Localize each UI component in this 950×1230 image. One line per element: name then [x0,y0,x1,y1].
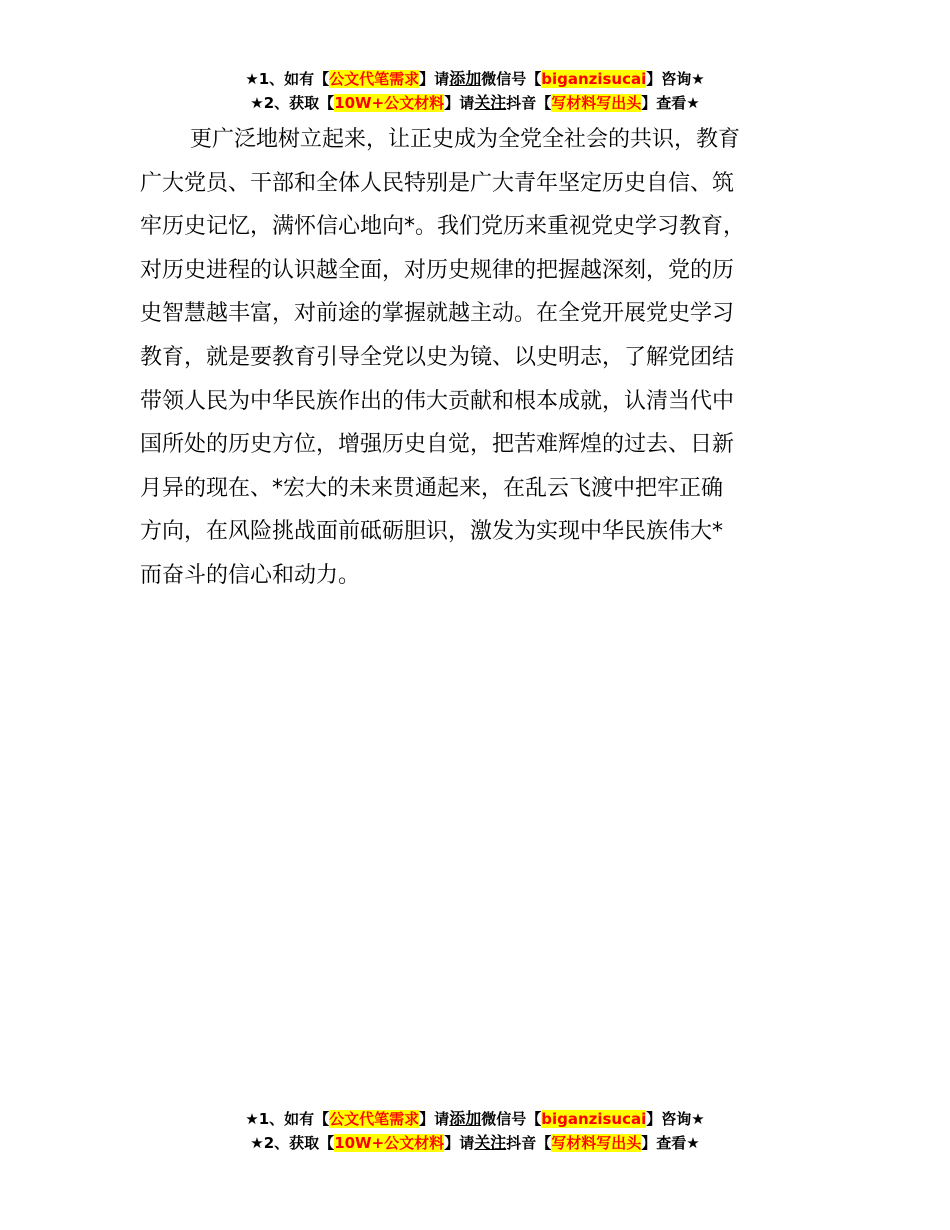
body-line: 牢历史记忆，满怀信心地向*。我们党历来重视党史学习教育， [140,214,746,240]
header-line1-prefix: ★1、如有【 [245,70,330,88]
footer-line2-highlight-materials: 10W+公文材料 [334,1134,445,1152]
footer-line1-mid2: 微信号【 [481,1110,542,1128]
footer-line2-mid2: 抖音【 [506,1134,552,1152]
header-line2-underline: 关注 [474,93,507,112]
header-banner [0,67,950,115]
body-line: 史智慧越丰富，对前途的掌握就越主动。在全党开展党史学习 [140,301,735,327]
header-line1-underline: 添加 [449,69,482,88]
header-line1-suffix: 】咨询★ [646,70,705,88]
header-line2-suffix: 】查看★ [641,94,700,112]
header-line2-mid1: 】请 [444,94,475,112]
body-line: 方向，在风险挑战面前砥砺胆识，激发为实现中华民族伟大* [140,519,724,545]
body-line: 带领人民为中华民族作出的伟大贡献和根本成就，认清当代中 [140,388,735,414]
footer-banner [0,1107,950,1155]
header-line2-highlight-materials: 10W+公文材料 [334,94,445,112]
footer-line1-underline: 添加 [449,1109,482,1128]
footer-line1-highlight-service: 公文代笔需求 [329,1110,420,1128]
footer-line1-suffix: 】咨询★ [646,1110,705,1128]
header-line1-mid2: 微信号【 [481,70,542,88]
body-line: 教育，就是要教育引导全党以史为镜、以史明志，了解党团结 [140,344,735,370]
header-line2-mid2: 抖音【 [506,94,552,112]
footer-line1-prefix: ★1、如有【 [245,1110,330,1128]
document-body [140,118,840,598]
footer-line2-underline: 关注 [474,1133,507,1152]
footer-line2-highlight-douyin: 写材料写出头 [551,1134,642,1152]
header-line1-mid1: 】请 [419,70,450,88]
header-line1-highlight-service: 公文代笔需求 [329,70,420,88]
footer-line2-suffix: 】查看★ [641,1134,700,1152]
body-line: 对历史进程的认识越全面，对历史规律的把握越深刻，党的历 [140,257,735,283]
footer-line2-prefix: ★2、获取【 [250,1134,335,1152]
footer-line1-mid1: 】请 [419,1110,450,1128]
footer-line1-highlight-wechat: biganzisucai [541,1110,647,1128]
footer-banner-line-2 [0,1131,950,1155]
footer-line2-mid1: 】请 [444,1134,475,1152]
header-line2-highlight-douyin: 写材料写出头 [551,94,642,112]
body-line: 广大党员、干部和全体人民特别是广大青年坚定历史自信、筑 [140,170,735,196]
header-banner-line-1 [0,67,950,91]
header-line2-prefix: ★2、获取【 [250,94,335,112]
header-banner-line-2 [0,91,950,115]
footer-banner-line-1 [0,1107,950,1131]
body-line: 月异的现在、*宏大的未来贯通起来，在乱云飞渡中把牢正确 [140,475,724,501]
header-line1-highlight-wechat: biganzisucai [541,70,647,88]
body-line: 而奋斗的信心和动力。 [140,562,361,588]
body-line: 更广泛地树立起来，让正史成为全党全社会的共识，教育 [190,127,741,152]
body-line: 国所处的历史方位，增强历史自觉，把苦难辉煌的过去、日新 [140,432,735,458]
